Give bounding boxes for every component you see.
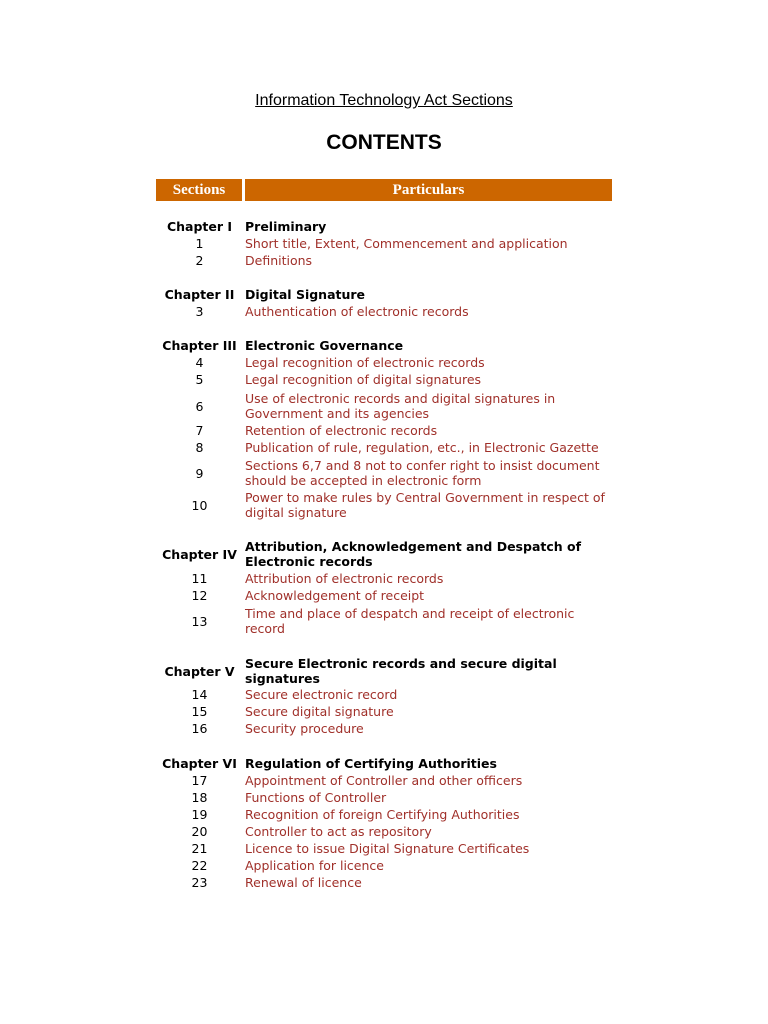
chapter-label: Chapter III xyxy=(162,338,237,353)
section-number: 11 xyxy=(191,571,208,586)
section-title-link[interactable]: Short title, Extent, Commencement and application xyxy=(245,236,568,251)
section-number: 5 xyxy=(195,372,204,387)
section-row[interactable] xyxy=(0,875,768,890)
section-row[interactable] xyxy=(0,773,768,788)
section-row[interactable] xyxy=(0,440,768,455)
section-title-link[interactable]: Licence to issue Digital Signature Certificates xyxy=(245,841,530,856)
section-title-link[interactable]: Use of electronic records and digital signatures in Government and its agencies xyxy=(245,391,556,421)
section-row[interactable] xyxy=(0,858,768,873)
section-row[interactable] xyxy=(0,489,768,521)
chapter-title: Preliminary xyxy=(245,219,327,234)
section-row[interactable] xyxy=(0,236,768,251)
section-row[interactable] xyxy=(0,372,768,387)
section-number: 12 xyxy=(191,588,208,603)
chapter-row[interactable] xyxy=(0,538,768,570)
section-row[interactable] xyxy=(0,841,768,856)
chapter-row[interactable] xyxy=(0,655,768,687)
chapter-label: Chapter VI xyxy=(162,756,237,771)
section-number: 3 xyxy=(195,304,204,319)
section-number: 8 xyxy=(195,440,204,455)
section-number: 14 xyxy=(191,687,208,702)
section-title-link[interactable]: Controller to act as repository xyxy=(245,824,432,839)
section-number: 13 xyxy=(191,613,208,629)
section-row[interactable] xyxy=(0,423,768,438)
section-title-link[interactable]: Definitions xyxy=(245,253,313,268)
chapter-row[interactable] xyxy=(0,756,768,771)
section-title-link[interactable]: Legal recognition of digital signatures xyxy=(245,372,482,387)
section-title-link[interactable]: Retention of electronic records xyxy=(245,423,438,438)
chapter-title: Secure Electronic records and secure digital signatures xyxy=(245,656,557,686)
section-title-link[interactable]: Sections 6,7 and 8 not to confer right to insist document should be accepted in electronic form xyxy=(245,458,600,488)
section-row[interactable] xyxy=(0,807,768,822)
chapter-row[interactable] xyxy=(0,219,768,234)
chapter-label: Chapter I xyxy=(166,219,233,234)
chapter-label: Chapter IV xyxy=(162,546,237,562)
section-title-link[interactable]: Functions of Controller xyxy=(245,790,387,805)
contents-heading: CONTENTS xyxy=(326,131,442,154)
chapter-row[interactable] xyxy=(0,338,768,353)
section-row[interactable] xyxy=(0,721,768,736)
section-number: 9 xyxy=(195,465,204,481)
table-header xyxy=(156,179,612,201)
section-number: 6 xyxy=(195,398,204,414)
section-row[interactable] xyxy=(0,605,768,637)
section-row[interactable] xyxy=(0,588,768,603)
section-title-link[interactable]: Publication of rule, regulation, etc., in Electronic Gazette xyxy=(245,440,599,455)
section-number: 1 xyxy=(195,236,204,251)
section-row[interactable] xyxy=(0,824,768,839)
document-title: Information Technology Act Sections xyxy=(255,92,513,109)
chapter-row[interactable] xyxy=(0,287,768,302)
section-title-link[interactable]: Acknowledgement of receipt xyxy=(245,588,425,603)
section-title-link[interactable]: Recognition of foreign Certifying Authorities xyxy=(245,807,520,822)
section-row[interactable] xyxy=(0,304,768,319)
section-row[interactable] xyxy=(0,390,768,422)
section-number: 18 xyxy=(191,790,208,805)
section-title-link[interactable]: Application for licence xyxy=(245,858,384,873)
section-number: 2 xyxy=(195,253,204,268)
section-title-link[interactable]: Appointment of Controller and other officers xyxy=(245,773,523,788)
chapter-title: Attribution, Acknowledgement and Despatch of Electronic records xyxy=(245,539,582,569)
section-title-link[interactable]: Power to make rules by Central Government in respect of digital signature xyxy=(245,490,605,520)
section-number: 4 xyxy=(195,355,204,370)
sections-column-header: Sections xyxy=(156,179,242,201)
section-title-link[interactable]: Renewal of licence xyxy=(245,875,362,890)
section-number: 10 xyxy=(191,497,208,513)
section-title-link[interactable]: Security procedure xyxy=(245,721,364,736)
chapter-title: Regulation of Certifying Authorities xyxy=(245,756,497,771)
section-number: 15 xyxy=(191,704,208,719)
section-row[interactable] xyxy=(0,457,768,489)
section-row[interactable] xyxy=(0,704,768,719)
section-row[interactable] xyxy=(0,253,768,268)
chapter-label: Chapter II xyxy=(164,287,235,302)
chapter-label: Chapter V xyxy=(164,663,235,679)
section-title-link[interactable]: Time and place of despatch and receipt of electronic record xyxy=(245,606,575,636)
section-row[interactable] xyxy=(0,355,768,370)
section-row[interactable] xyxy=(0,687,768,702)
section-number: 16 xyxy=(191,721,208,736)
section-row[interactable] xyxy=(0,571,768,586)
section-number: 21 xyxy=(191,841,208,856)
chapter-title: Digital Signature xyxy=(245,287,366,302)
section-title-link[interactable]: Secure digital signature xyxy=(245,704,394,719)
section-number: 23 xyxy=(191,875,208,890)
section-title-link[interactable]: Secure electronic record xyxy=(245,687,398,702)
section-number: 7 xyxy=(195,423,204,438)
section-number: 17 xyxy=(191,773,208,788)
section-row[interactable] xyxy=(0,790,768,805)
section-number: 19 xyxy=(191,807,208,822)
section-title-link[interactable]: Legal recognition of electronic records xyxy=(245,355,485,370)
section-number: 22 xyxy=(191,858,208,873)
section-number: 20 xyxy=(191,824,208,839)
section-title-link[interactable]: Authentication of electronic records xyxy=(245,304,469,319)
chapter-title: Electronic Governance xyxy=(245,338,404,353)
particulars-column-header: Particulars xyxy=(245,179,612,201)
section-title-link[interactable]: Attribution of electronic records xyxy=(245,571,444,586)
